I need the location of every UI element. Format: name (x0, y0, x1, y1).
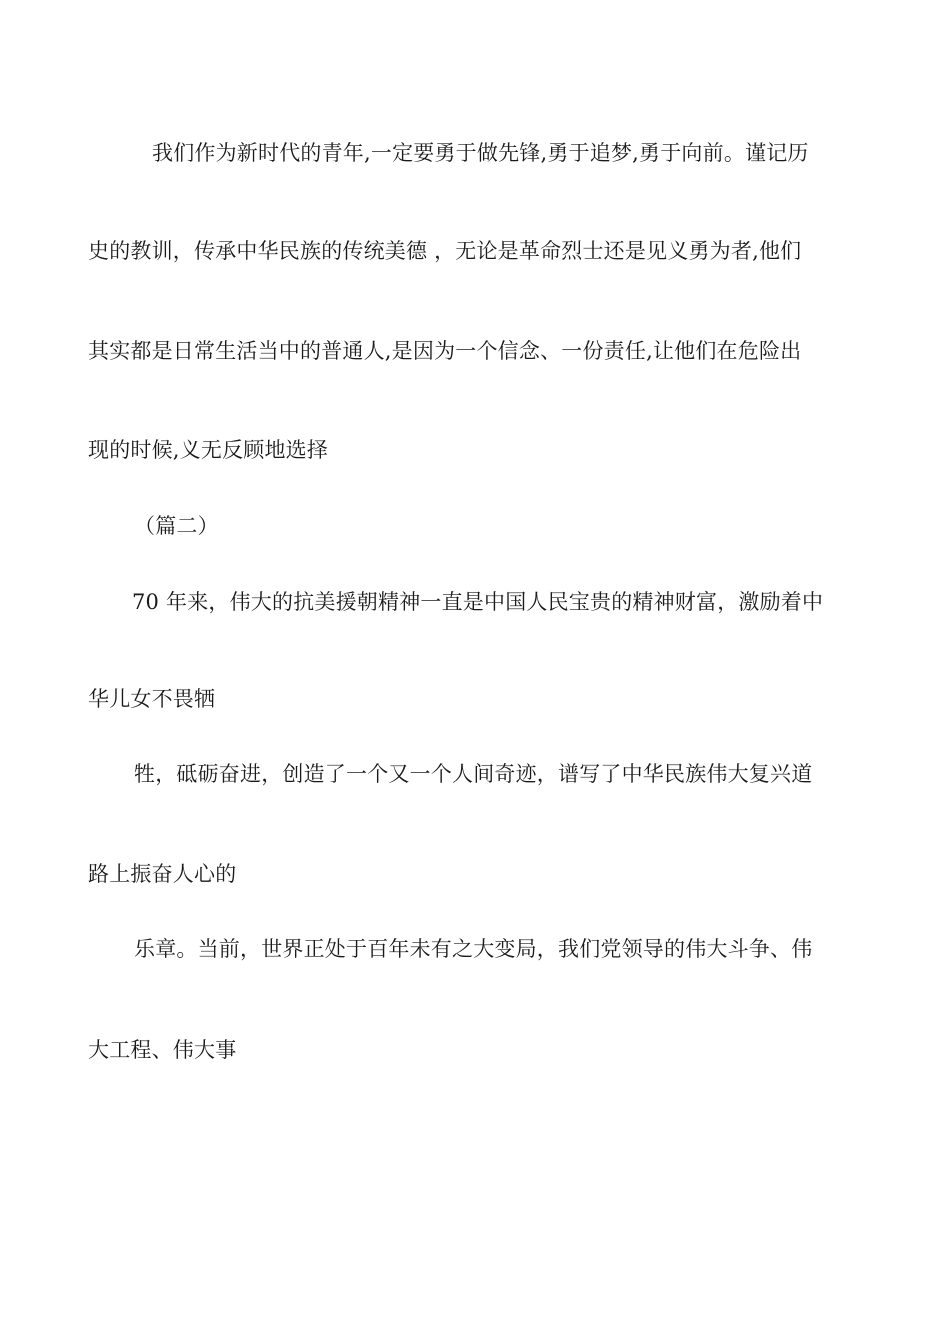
paragraph-line-7: 华儿女不畏牺 (88, 687, 216, 711)
paragraph-line-11: 大工程、伟大事 (88, 1038, 237, 1062)
paragraph-line-8: 牲，砥砺奋进，创造了一个又一个人间奇迹，谱写了中华民族伟大复兴道 (134, 762, 813, 786)
paragraph-line-2: 史的教训，传承中华民族的传统美德 ，无论是革命烈士还是见义勇为者,他们 (88, 239, 802, 263)
paragraph-line-1: 我们作为新时代的青年,一定要勇于做先锋,勇于追梦,勇于向前。谨记历 (152, 141, 809, 165)
paragraph-line-10: 乐章。当前，世界正处于百年未有之大变局，我们党领导的伟大斗争、伟 (134, 937, 813, 961)
section-heading: （篇二） (134, 514, 219, 538)
paragraph-line-3: 其实都是日常生活当中的普通人,是因为一个信念、一份责任,让他们在危险出 (88, 339, 802, 363)
paragraph-line-4: 现的时候,义无反顾地选择 (88, 438, 329, 462)
paragraph-line-6: 70 年来，伟大的抗美援朝精神一直是中国人民宝贵的精神财富，激励着中 (132, 590, 824, 614)
paragraph-line-9: 路上振奋人心的 (88, 862, 237, 886)
